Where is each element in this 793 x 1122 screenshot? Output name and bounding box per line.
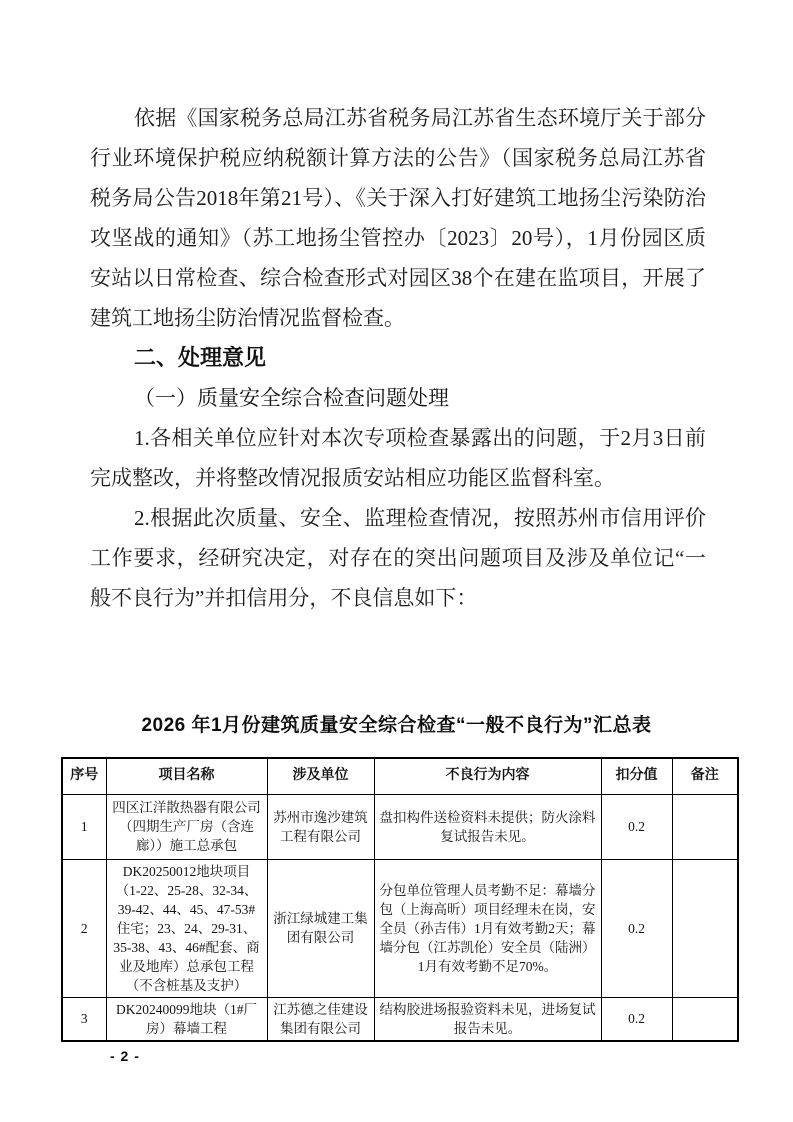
page-number: - 2 - — [110, 1048, 140, 1064]
table-row — [62, 859, 738, 997]
cell-project: DK20240099地块（1#厂房）幕墙工程 — [106, 997, 267, 1041]
cell-seq: 2 — [62, 859, 106, 997]
cell-unit: 苏州市逸沙建筑工程有限公司 — [267, 794, 374, 859]
cell-project: DK20250012地块项目（1-22、25-28、32-34、39-42、44、45、47-53#住宅；23、24、29-31、35-38、43、46#配套、商业及地库）总承包工程（不含桩基及支护） — [106, 859, 267, 997]
column-header-score: 扣分值 — [601, 758, 672, 794]
cell-project: 四区江洋散热器有限公司（四期生产厂房（含连廊））施工总承包 — [106, 794, 267, 859]
cell-behavior: 盘扣构件送检资料未提供；防火涂料复试报告未见。 — [374, 794, 601, 859]
cell-behavior: 结构胶进场报验资料未见，进场复试报告未见。 — [374, 997, 601, 1041]
column-header-behavior: 不良行为内容 — [374, 758, 601, 794]
cell-score: 0.2 — [601, 794, 672, 859]
table-header-row — [62, 758, 738, 794]
cell-behavior: 分包单位管理人员考勤不足：幕墙分包（上海高昕）项目经理未在岗，安全员（孙吉伟）1月有效考勤2天；幕墙分包（江苏凯伦）安全员（陆洲）1月有效考勤不足70%。 — [374, 859, 601, 997]
cell-score: 0.2 — [601, 859, 672, 997]
column-header-unit: 涉及单位 — [267, 758, 374, 794]
item-2-paragraph: 2.根据此次质量、安全、监理检查情况，按照苏州市信用评价工作要求，经研究决定，对存在的突出问题项目及涉及单位记“一般不良行为”并扣信用分，不良信息如下： — [90, 506, 706, 610]
table-title: 2026 年1月份建筑质量安全综合检查“一般不良行为”汇总表 — [141, 715, 652, 736]
section-heading: 二、处理意见 — [134, 345, 267, 370]
table-row — [62, 794, 738, 859]
cell-remark — [672, 794, 738, 859]
cell-remark — [672, 997, 738, 1041]
cell-seq: 3 — [62, 997, 106, 1041]
cell-score: 0.2 — [601, 997, 672, 1041]
item-1-paragraph: 1.各相关单位应针对本次专项检查暴露出的问题，于2月3日前完成整改，并将整改情况报质安站相应功能区监督科室。 — [90, 426, 706, 490]
subsection-heading: （一）质量安全综合检查问题处理 — [134, 386, 449, 410]
column-header-project: 项目名称 — [106, 758, 267, 794]
column-header-seq: 序号 — [62, 758, 106, 794]
table-row — [62, 997, 738, 1041]
document-body — [90, 98, 706, 618]
column-header-remark: 备注 — [672, 758, 738, 794]
cell-unit: 浙江绿城建工集团有限公司 — [267, 859, 374, 997]
cell-unit: 江苏德之佳建设集团有限公司 — [267, 997, 374, 1041]
cell-seq: 1 — [62, 794, 106, 859]
intro-paragraph: 依据《国家税务总局江苏省税务局江苏省生态环境厅关于部分行业环境保护税应纳税额计算方法的公告》（国家税务总局江苏省税务局公告2018年第21号）、《关于深入打好建筑工地扬尘污染防治攻坚战的通知》（苏工地扬尘管控办〔2023〕20号），1月份园区质安站以日常检查、综合检查形式对园区38个在建在监项目，开展了建筑工地扬尘防治情况监督检查。 — [90, 106, 706, 330]
cell-remark — [672, 859, 738, 997]
violation-summary-table — [61, 757, 739, 1042]
